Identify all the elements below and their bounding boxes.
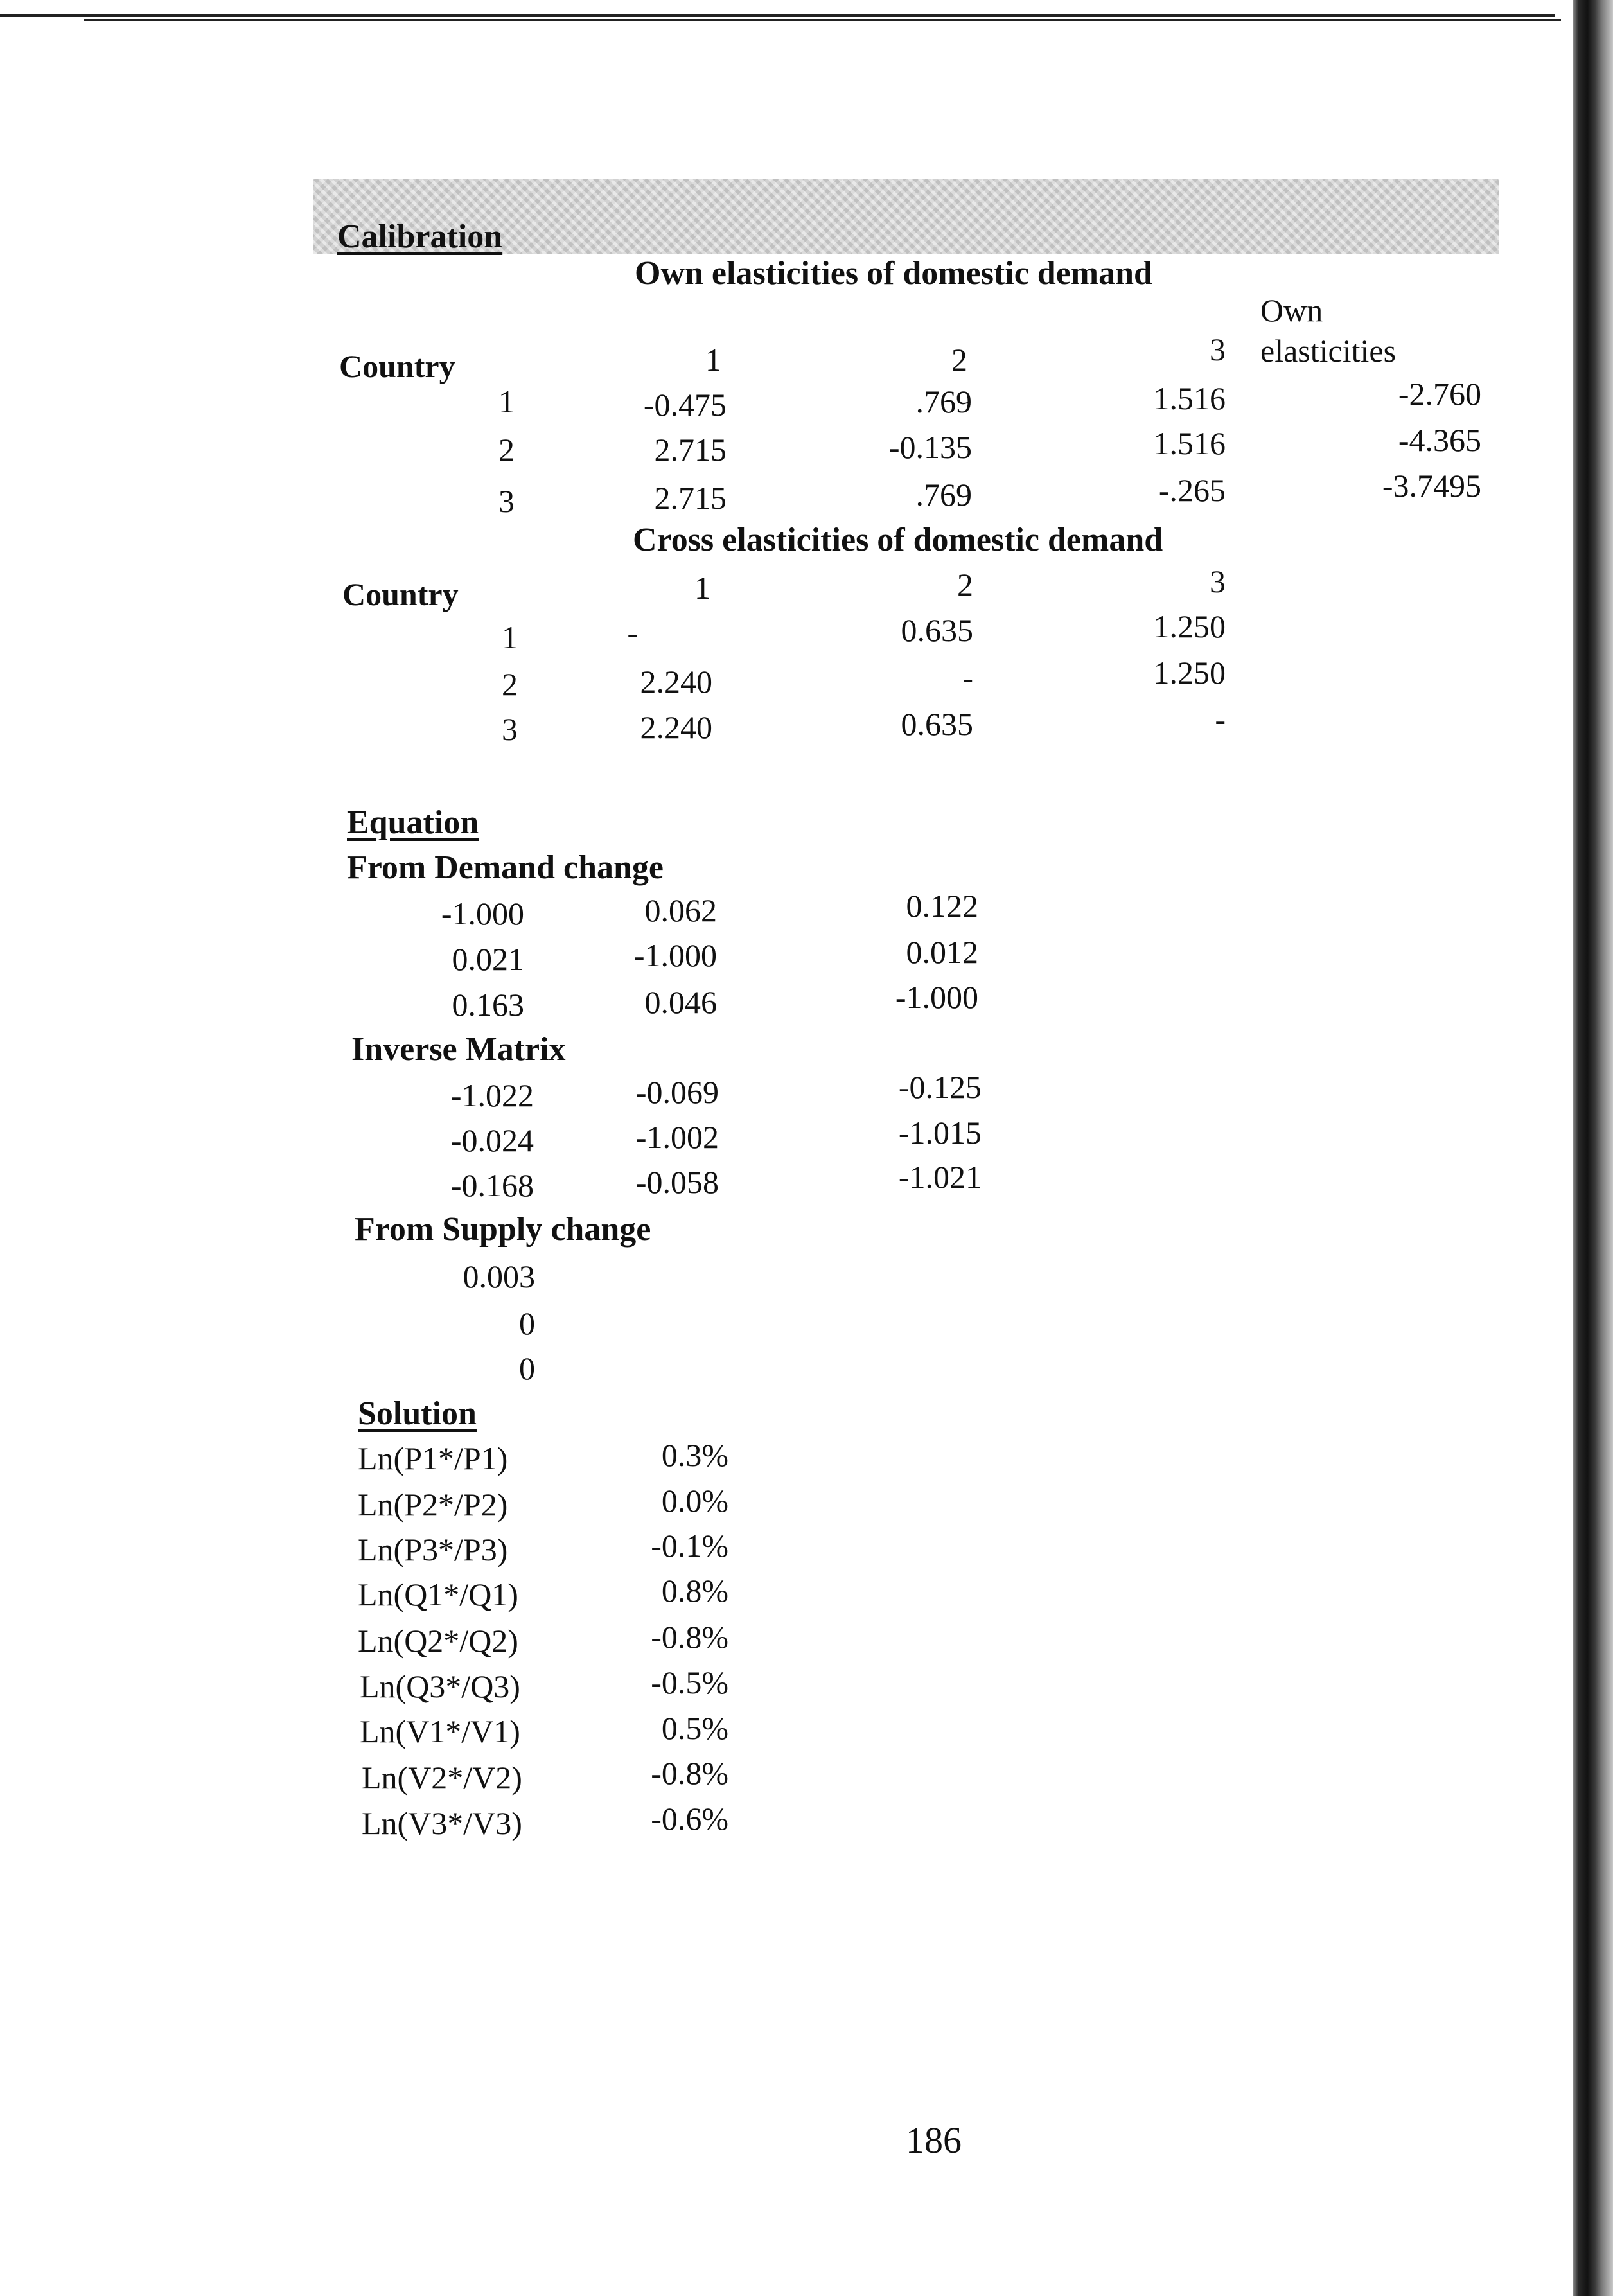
cross-cell: 2.240 bbox=[640, 709, 712, 745]
solution-value: -0.8% bbox=[651, 1619, 728, 1655]
demand-matrix-cell: 0.122 bbox=[906, 888, 978, 924]
own-elasticity-value: -3.7495 bbox=[1382, 468, 1481, 504]
inverse-matrix-cell: -0.125 bbox=[898, 1069, 982, 1105]
demand-matrix-cell: -1.000 bbox=[441, 896, 524, 932]
cross-cell: 0.635 bbox=[901, 612, 973, 648]
cross-cell: - bbox=[627, 615, 638, 651]
own-cell: -.265 bbox=[1158, 472, 1226, 508]
solution-label: Ln(P2*/P2) bbox=[358, 1487, 508, 1523]
cross-row-country: 2 bbox=[502, 666, 518, 702]
own-elasticity-value: -4.365 bbox=[1398, 422, 1481, 458]
solution-label: Ln(V2*/V2) bbox=[362, 1760, 522, 1796]
cross-cell: - bbox=[1215, 702, 1226, 737]
solution-label: Ln(P1*/P1) bbox=[358, 1440, 508, 1476]
inverse-matrix-cell: -0.058 bbox=[635, 1164, 719, 1200]
cross-col-header: 3 bbox=[1210, 563, 1226, 599]
own-cell: .769 bbox=[915, 477, 972, 513]
demand-matrix-cell: 0.021 bbox=[452, 941, 524, 977]
own-table-row-label: Country bbox=[339, 348, 455, 384]
top-rule-thin bbox=[84, 19, 1561, 21]
own-row-country: 1 bbox=[498, 384, 515, 419]
demand-change-title: From Demand change bbox=[347, 849, 664, 886]
own-row-country: 3 bbox=[498, 483, 515, 519]
supply-change-title: From Supply change bbox=[355, 1211, 651, 1248]
demand-matrix-cell: -1.000 bbox=[633, 937, 717, 973]
own-elasticity-value: -2.760 bbox=[1398, 376, 1481, 412]
inverse-matrix-title: Inverse Matrix bbox=[351, 1031, 566, 1068]
solution-label: Ln(V3*/V3) bbox=[362, 1805, 522, 1841]
solution-label: Ln(Q2*/Q2) bbox=[358, 1623, 518, 1659]
demand-matrix-cell: -1.000 bbox=[895, 979, 978, 1015]
solution-value: 0.0% bbox=[661, 1483, 728, 1519]
own-elasticities-title: Own elasticities of domestic demand bbox=[635, 255, 1152, 292]
cross-row-country: 1 bbox=[502, 619, 518, 655]
solution-value: 0.3% bbox=[661, 1437, 728, 1473]
solution-value: 0.8% bbox=[661, 1573, 728, 1609]
cross-cell: - bbox=[962, 660, 973, 696]
cross-cell: 0.635 bbox=[901, 706, 973, 742]
solution-value: -0.8% bbox=[651, 1755, 728, 1791]
top-rule bbox=[0, 14, 1555, 17]
cross-col-header: 1 bbox=[694, 570, 710, 606]
supply-vector-cell: 0 bbox=[519, 1350, 535, 1386]
demand-matrix-cell: 0.012 bbox=[906, 934, 978, 970]
solution-label: Ln(Q3*/Q3) bbox=[360, 1668, 520, 1704]
own-cell: 1.516 bbox=[1153, 425, 1226, 461]
solution-heading: Solution bbox=[358, 1395, 477, 1432]
solution-value: 0.5% bbox=[661, 1710, 728, 1746]
cross-cell: 1.250 bbox=[1153, 608, 1226, 644]
demand-matrix-cell: 0.062 bbox=[644, 892, 717, 928]
own-cell: 1.516 bbox=[1153, 380, 1226, 416]
inverse-matrix-cell: -1.021 bbox=[898, 1159, 982, 1195]
inverse-matrix-cell: -0.024 bbox=[450, 1122, 534, 1158]
solution-value: -0.5% bbox=[651, 1665, 728, 1700]
page-number: 186 bbox=[906, 2119, 962, 2161]
solution-value: -0.6% bbox=[651, 1801, 728, 1837]
page-binding-edge bbox=[1573, 0, 1613, 2296]
supply-vector-cell: 0.003 bbox=[463, 1258, 535, 1294]
own-cell: -0.475 bbox=[643, 387, 727, 423]
demand-matrix-cell: 0.046 bbox=[644, 984, 717, 1020]
own-elasticities-extra-header: elasticities bbox=[1260, 333, 1397, 369]
inverse-matrix-cell: -1.015 bbox=[898, 1115, 982, 1151]
own-col-header: 2 bbox=[951, 342, 967, 378]
calibration-heading: Calibration bbox=[337, 218, 503, 255]
cross-col-header: 2 bbox=[957, 567, 973, 603]
solution-label: Ln(P3*/P3) bbox=[358, 1532, 508, 1567]
solution-label: Ln(V1*/V1) bbox=[360, 1713, 520, 1749]
cross-cell: 2.240 bbox=[640, 664, 712, 700]
solution-value: -0.1% bbox=[651, 1528, 728, 1564]
inverse-matrix-cell: -1.002 bbox=[635, 1119, 719, 1155]
own-cell: 2.715 bbox=[654, 480, 727, 516]
own-cell: .769 bbox=[915, 384, 972, 419]
own-elasticities-extra-header: Own bbox=[1260, 292, 1323, 328]
cross-row-country: 3 bbox=[502, 711, 518, 747]
own-cell: 2.715 bbox=[654, 432, 727, 468]
equation-heading: Equation bbox=[347, 804, 479, 841]
own-cell: -0.135 bbox=[888, 429, 972, 465]
supply-vector-cell: 0 bbox=[519, 1305, 535, 1341]
own-row-country: 2 bbox=[498, 432, 515, 468]
inverse-matrix-cell: -0.168 bbox=[450, 1167, 534, 1203]
own-col-header: 1 bbox=[705, 342, 721, 378]
solution-label: Ln(Q1*/Q1) bbox=[358, 1576, 518, 1612]
cross-cell: 1.250 bbox=[1153, 655, 1226, 691]
own-col-header: 3 bbox=[1210, 331, 1226, 367]
cross-table-row-label: Country bbox=[342, 576, 459, 612]
inverse-matrix-cell: -0.069 bbox=[635, 1074, 719, 1110]
inverse-matrix-cell: -1.022 bbox=[450, 1077, 534, 1113]
cross-elasticities-title: Cross elasticities of domestic demand bbox=[633, 522, 1163, 558]
demand-matrix-cell: 0.163 bbox=[452, 987, 524, 1023]
